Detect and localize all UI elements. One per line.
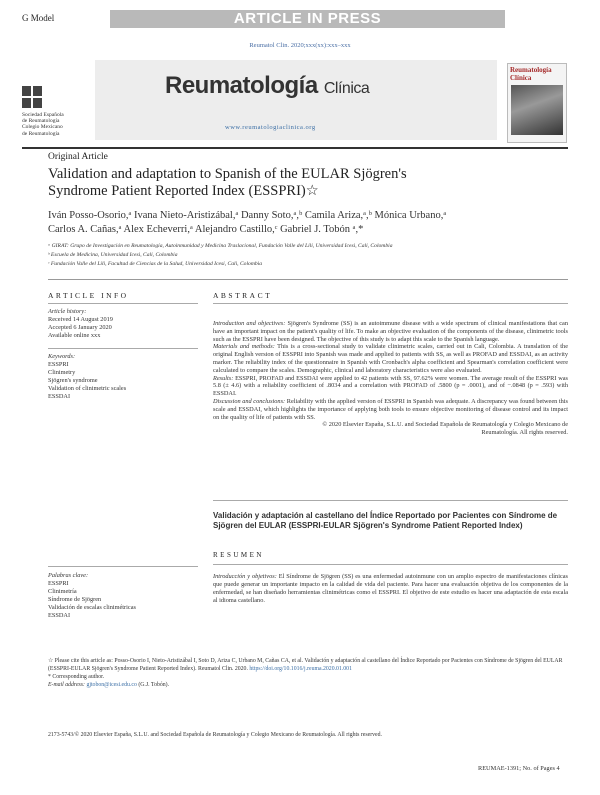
abstract-end-rule [213,500,568,501]
results-text: ESSPRI, PROFAD and ESSDAI were applied to 42 patients with SS, 97.62% were women. The average result of the ESSPRI was 5.8 (± 4.6) with a reliability coefficient of .8034 and a correlation with PROFAD of .5800 (p = .0001), and of −.0848 (p = .593) with ESSDAI. [213,374,569,398]
spanish-abstract [213,573,568,605]
methods-label: Materials and methods: [213,343,275,351]
affiliation-b: ᵇ Escuela de Medicina, Universidad Icesi, Cali, Colombia [48,252,178,258]
header-rule [22,147,568,149]
journal-cover [507,63,567,143]
journal-title [165,72,369,100]
journal-citation[interactable]: Reumatol Clin. 2020;xxx(xx):xxx–xxx [249,42,351,49]
discussion-text: Reliability with the applied version of ESSPRI in Spanish was adequate. A discrepancy was found between this scale and ESSDAI, which highlights the importance of applying both tools to ensure objective monitoring of disease control and its impact on the quality of life of patients with SS. [213,397,568,421]
palabra-item: ESSPRI [48,580,69,587]
article-info-heading: ARTICLE INFO [48,291,129,300]
email-tail: (G.J. Tobón). [138,682,170,688]
history-online: Available online xxx [48,332,101,339]
intro-es-label: Introducción y objetivos: [213,573,277,580]
society-line-1: Sociedad Española [22,112,64,118]
methods-text: This is a cross-sectional study to validate clinimetric scales, carried out in Cali, Colombia. A translation of the original English version of ESSPRI into Spanish was made and applied to patients with SS, as well as PROFAD and ESSDAI, as an activity marker. The reliability index of the questionnaire in Spanish with Cronbach's alpha coefficient and Spearman's correlation coefficient were calculated to compare the scales. Demographic, clinical and laboratory characteristics were also evaluated. [213,343,568,374]
history-received: Received 14 August 2019 [48,316,113,323]
journal-name: Reumatología [165,72,318,99]
palabras-label: Palabras clave: [48,572,89,579]
section-type: Original Article [48,152,108,162]
palabra-item: Clinimetría [48,588,77,595]
email-label: E-mail address: [48,682,85,688]
history-label: Article history: [48,308,87,315]
journal-subname: Clínica [323,80,370,97]
society-logo-icon [22,86,52,110]
society-line-4: de Reumatología [22,130,60,137]
affiliation-a: ᵃ GIRAT: Grupo de Investigación en Reumatología, Autoinmunidad y Medicina Traslacional, Fundación Valle del Lili, Universidad Icesi, Cali, Colombia [48,243,393,249]
keyword-item: ESSDAI [48,393,71,400]
palabra-item: Síndrome de Sjögren [48,596,102,603]
palabras-block [48,572,198,620]
issn-line: 2173-5743/© 2020 Elsevier España, S.L.U. and Sociedad Española de Reumatología y Colegio Mexicano de Reumatología. All rights reserved. [48,732,382,738]
discussion-label: Discussion and conclusions: [213,397,286,405]
g-model-label: G Model [22,13,55,23]
keyword-item: Sjögren's syndrome [48,377,98,384]
info-rule-2 [48,348,198,349]
article-in-press-banner: ARTICLE IN PRESS [110,10,505,28]
cover-image [511,85,563,135]
society-line-2: de Reumatología [22,118,60,125]
results-label: Results: [213,374,234,382]
doi-link[interactable]: https://doi.org/10.1016/j.reuma.2020.01.001 [249,666,352,672]
info-rule [48,303,198,304]
keyword-item: Clinimetry [48,369,76,376]
history-accepted: Accepted 6 January 2020 [48,324,112,331]
author-list [48,209,568,237]
society-logo [22,86,90,137]
article-history [48,308,198,340]
footnotes [48,657,568,689]
keywords-block [48,353,198,401]
keyword-item: ESSPRI [48,361,69,368]
abstract-heading: ABSTRACT [213,291,273,300]
palabra-item: ESSDAI [48,612,71,619]
cover-title: Reumatología Clínica [510,66,552,82]
authors-line-1: Iván Posso-Osorio,ᵃ Ivana Nieto-Aristizábal,ᵃ Danny Soto,ᵃ,ᵇ Camila Ariza,ᵃ,ᵇ Mónica Urbano,ᵃ [48,210,447,221]
corresponding-author: * Corresponding author. [48,674,105,680]
keyword-item: Validation of clinimetric scales [48,385,127,392]
intro-text: Sjögren's Syndrome (SS) is an autoimmune disease with a wide spectrum of clinical manifestations that can have an important impact on the patient's quality of life. To make an objective evaluation of the components of the disease, clinimetric tools such as the ESSPRI have been designed. The objective of this study is to adapt this scale to the Spanish language. [213,320,568,343]
reference-footer: REUMAE-1391; No. of Pages 4 [478,765,560,772]
cite-note: ☆ Please cite this article as: Posso-Osorio I, Nieto-Aristizábal I, Soto D, Ariza C, Urbano M, Cañas CA, et al. Validación y adaptación al castellano del Índice Reportado por Pacientes con Síndrome de Sjögren del EULAR (ESSPRI-EULAR Sjögren's Syndrome Patient Reported Index). Reumatol Clin. 2020. [48,658,563,672]
resumen-heading: RESUMEN [213,551,264,559]
palabra-item: Validación de escalas clinimétricas [48,604,136,611]
intro-es-text: El Síndrome de Sjögren (SS) es una enfermedad autoinmune con un amplio espectro de manifestaciones clínicas que puede generar un importante impacto en la calidad de vida del paciente. Para hacer una evaluación objetiva de los componentes de la enfermedad, se han diseñado herramientas clinimétricas como el ESSPRI. El objetivo de este estudio es hacer una adaptación de esta escala al idioma castellano. [213,573,568,604]
divider [48,279,568,280]
email-link[interactable]: gjtobon@icesi.edu.co [86,682,137,688]
english-abstract [213,320,568,437]
abstract-rule [213,303,568,304]
keywords-label: Keywords: [48,353,76,360]
article-title: Validation and adaptation to Spanish of the EULAR Sjögren's Syndrome Patient Reported Index (ESSPRI)☆ [48,166,407,199]
palabras-rule [48,566,198,567]
resumen-rule [213,564,568,565]
society-line-3: Colegio Mexicano [22,124,63,131]
journal-url[interactable]: www.reumatologiaclinica.org [225,124,316,131]
spanish-title: Validación y adaptación al castellano del Índice Reportado por Pacientes con Síndrome de Sjögren del EULAR (ESSPRI-EULAR Sjögren's Syndrome Patient Reported Index) [213,511,558,530]
authors-line-2: Carlos A. Cañas,ᵃ Alex Echeverri,ᵃ Alejandro Castillo,ᶜ Gabriel J. Tobón ᵃ,* [48,224,364,235]
copyright-1: © 2020 Elsevier España, S.L.U. and Sociedad Española de Reumatología y Colegio Mexicano de [322,421,568,429]
copyright-2: Reumatología. All rights reserved. [481,429,568,437]
intro-label: Introduction and objectives: [213,320,286,327]
affiliation-c: ᶜ Fundación Valle del Lili, Facultad de Ciencias de la Salud, Universidad Icesi, Cali, Colombia [48,261,263,267]
